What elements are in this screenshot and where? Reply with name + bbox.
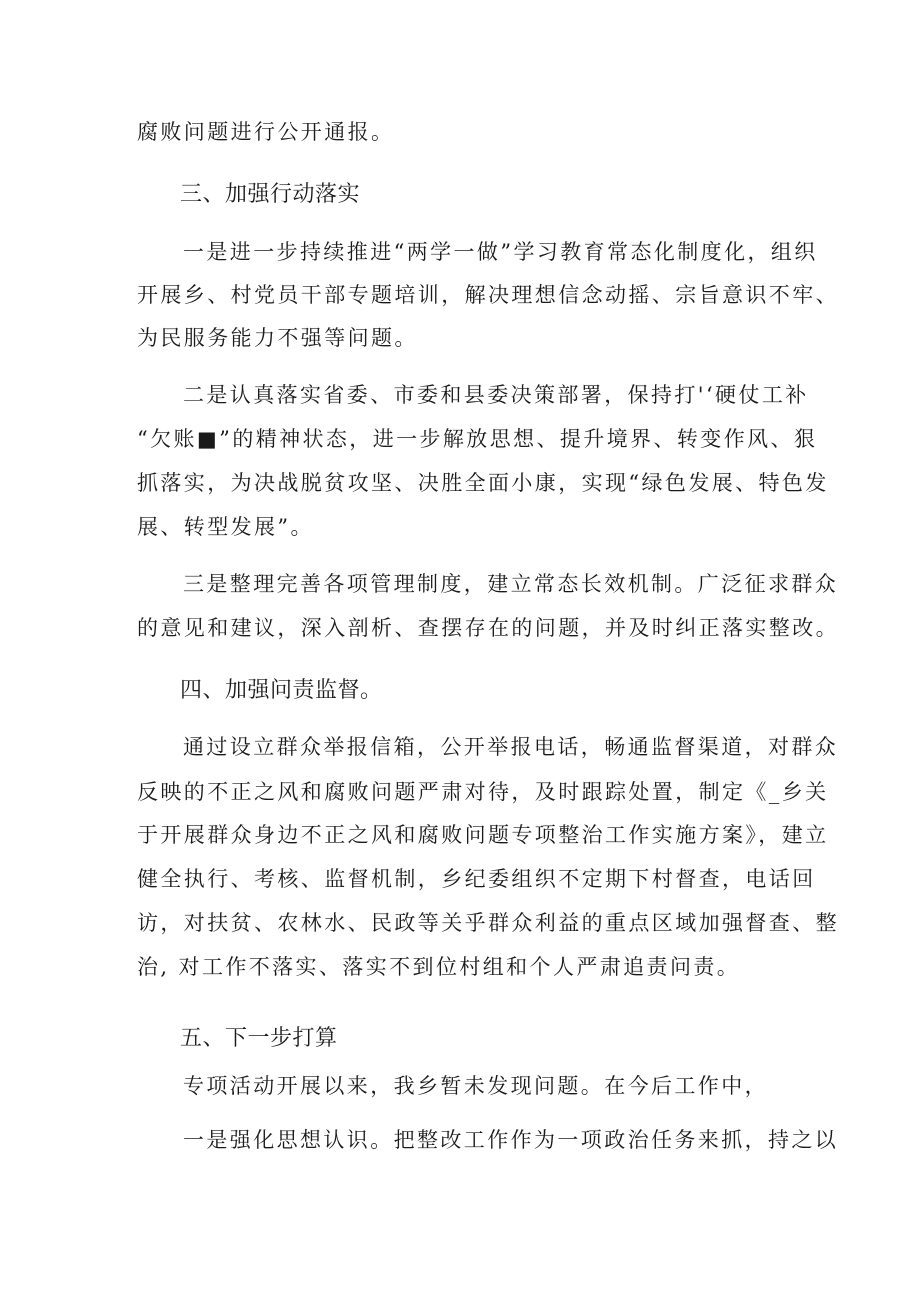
paragraph-line: 的意见和建议，深入剖析、查摆存在的问题，并及时纠正落实整改。 [137, 616, 839, 640]
paragraph-line: 腐败问题进行公开通报。 [137, 120, 395, 144]
paragraph-line: 反映的不正之风和腐败问题严肃对待，及时跟踪处置，制定《_乡关 [137, 780, 829, 804]
paragraph-line: 展、转型发展”。 [137, 515, 314, 539]
paragraph-line: 抓落实，为决战脱贫攻坚、决胜全面小康，实现“绿色发展、特色发 [137, 471, 829, 495]
paragraph-line: 于开展群众身边不正之风和腐败问题专项整治工作实施方案》，建立 [137, 823, 829, 847]
paragraph-line: 健全执行、考核、监督机制，乡纪委组织不定期下村督查，电话回 [137, 867, 816, 891]
paragraph-line: 通过设立群众举报信箱，公开举报电话，畅通监督渠道，对群众 [183, 735, 839, 759]
paragraph-line: 为民服务能力不强等问题。 [137, 326, 418, 350]
section-heading: 四、加强问责监督。 [180, 678, 383, 703]
paragraph-line: 一是进一步持续推进“两学一做”学习教育常态化制度化，组织 [183, 240, 818, 264]
paragraph-line: 专项活动开展以来，我乡暂未发现问题。在今后工作中， [183, 1074, 768, 1098]
paragraph-line: 二是认真落实省委、市委和县委决策部署，保持打'‘硬仗工补 [183, 383, 809, 407]
section-heading: 三、加强行动落实 [180, 182, 361, 207]
paragraph-line: 治, 对工作不落实、落实不到位村组和个人严肃追责问责。 [137, 955, 741, 979]
paragraph-line: 开展乡、村党员干部专题培训，解决理想信念动摇、宗旨意识不牢、 [137, 283, 839, 307]
paragraph-line: 访，对扶贫、农林水、民政等关乎群众利益的重点区域加强督查、整 [137, 911, 839, 935]
paragraph-line: 一是强化思想认识。把整改工作作为一项政治任务来抓，持之以 [183, 1128, 839, 1152]
paragraph-line: 三是整理完善各项管理制度，建立常态长效机制。广泛征求群众 [183, 572, 839, 596]
section-heading: 五、下一步打算 [180, 1026, 338, 1051]
paragraph-line: “欠账■”的精神状态，进一步解放思想、提升境界、转变作风、狠 [137, 427, 818, 451]
